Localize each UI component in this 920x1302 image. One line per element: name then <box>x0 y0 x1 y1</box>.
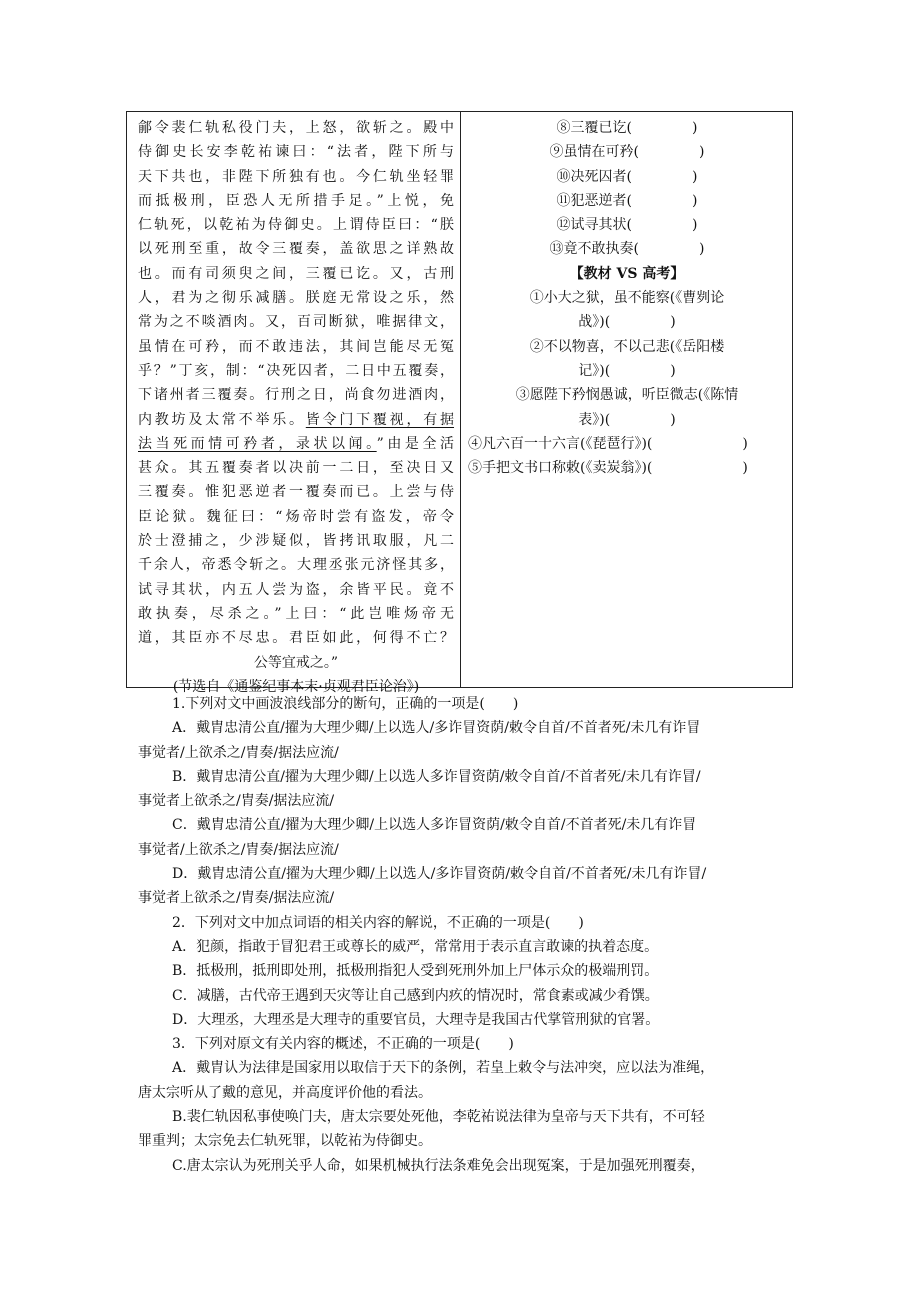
passage-line: 常为之不啖酒肉。又，百司断狱，唯据律文， <box>138 314 454 331</box>
passage-closing: 公等宜戒之。” <box>253 654 339 671</box>
option-1d: D．戴胄忠清公直/擢为大理少卿/上以选人/多诈冒资荫/敕令自首/不首者死/未几有诈冒/ <box>172 866 707 883</box>
vocab-item: ⑫试寻其状( ) <box>556 217 698 234</box>
option-3c: C.唐太宗认为死刑关乎人命，如果机械执行法条难免会出现冤案，于是加强死刑覆奏， <box>172 1157 705 1174</box>
option-2b: B．抵极刑，抵刑即处刑，抵极刑指犯人受到死刑外加上尸体示众的极端刑罚。 <box>172 963 659 980</box>
comparison-item: ①小大之狱，虽不能察(《曹刿论 <box>529 290 725 307</box>
passage-line: 以死刑至重，故令三覆奏，盖欲思之详熟故 <box>138 241 454 258</box>
option-3a-cont: 唐太宗听从了戴的意见，并高度评价他的看法。 <box>138 1084 432 1101</box>
underlined-sentence: 法当死而情可矜者，录状以闻。 <box>138 435 377 452</box>
passage-line: 乎？”丁亥，制：“决死囚者，二日中五覆奏， <box>138 362 454 379</box>
underlined-sentence: 皆令门下覆视，有据 <box>305 411 455 428</box>
passage-line: 也。而有司须臾之间，三覆已讫。又，古刑 <box>138 265 454 282</box>
option-2c: C．减膳，古代帝王遇到天灾等让自己感到内疚的情况时，常食素或减少肴馔。 <box>172 987 659 1004</box>
passage-line: 侍御史长安李乾祐谏曰：“法者，陛下所与 <box>138 144 454 161</box>
option-1a: A．戴胄忠清公直/擢为大理少卿/上以选人/多诈冒资荫/敕令自首/不首者死/未几有诈冒 <box>172 720 701 737</box>
section-heading: 【教材 VS 高考】 <box>569 265 685 282</box>
option-1c: C．戴胄忠清公直/擢为大理少卿/上以选人多诈冒资荫/敕令自首/不首者死/未几有诈冒 <box>172 817 697 834</box>
comparison-item: ③愿陛下矜悯愚诚，听臣微志(《陈情 <box>515 387 739 404</box>
comparison-item-cont: 记》)( ) <box>578 362 676 379</box>
passage-line: 试寻其状，内五人尝为盗，余皆平民。竟不 <box>138 581 454 598</box>
passage-text: 内教坊及太常不举乐。 <box>138 411 306 428</box>
vocab-item: ⑨虽情在可矜( ) <box>549 144 705 161</box>
option-2a: A．犯颜，指敢于冒犯君王或尊长的威严，常常用于表示直言敢谏的执着态度。 <box>172 938 659 955</box>
option-3a: A．戴胄认为法律是国家用以取信于天下的条例，若皇上敕令与法冲突，应以法为准绳， <box>172 1060 715 1077</box>
passage-line: 敢执奏，尽杀之。”上曰：“此岂唯炀帝无 <box>138 605 454 622</box>
passage-line: 下诸州者三覆奏。行刑之日，尚食勿进酒肉， <box>138 387 454 404</box>
option-1a-cont: 事觉者/上欲杀之/胄奏/据法应流/ <box>138 744 339 761</box>
comparison-item: ④凡六百一十六言(《琵琶行》)( ) <box>468 435 748 452</box>
passage-line: 道，其臣亦不尽忠。君臣如此，何得不亡？ <box>138 630 454 647</box>
option-3b: B.裴仁轨因私事使唤门夫，唐太宗要处死他，李乾祐说法律为皇帝与天下共有，不可轻 <box>172 1109 705 1126</box>
option-3b-cont: 罪重判；太宗免去仁轨死罪，以乾祐为侍御史。 <box>138 1133 432 1150</box>
option-1b: B．戴胄忠清公直/擢为大理少卿/上以选人多诈冒资荫/敕令自首/不首者死/未几有诈冒/ <box>172 768 701 785</box>
question-3: 3．下列对原文有关内容的概述，不正确的一项是( ) <box>172 1036 514 1053</box>
vocab-item: ⑧三覆已讫( ) <box>556 120 698 136</box>
passage-line: 人，君为之彻乐减膳。朕庭无常设之乐，然 <box>138 290 454 307</box>
comparison-item-cont: 表》)( ) <box>578 411 676 428</box>
passage-line: 臣论狱。魏征曰：“炀帝时尝有盗发，帝令 <box>138 508 454 525</box>
option-1c-cont: 事觉者/上欲杀之/胄奏/据法应流/ <box>138 841 339 858</box>
comparison-item: ⑤手把文书口称敕(《卖炭翁》)( ) <box>468 460 748 477</box>
comparison-item-cont: 战》)( ) <box>578 314 676 331</box>
passage-line: 而抵极刑，臣恐人无所措手足。”上悦，免 <box>138 192 454 209</box>
option-2d: D．大理丞，大理丞是大理寺的重要官员，大理寺是我国古代掌管刑狱的官署。 <box>172 1011 660 1028</box>
option-1b-cont: 事觉者上欲杀之/胄奏/据法应流/ <box>138 793 335 810</box>
passage-line: 仁轨死，以乾祐为侍御史。上谓侍臣曰：“朕 <box>138 217 454 234</box>
comparison-item: ②不以物喜，不以己悲(《岳阳楼 <box>529 338 725 355</box>
option-1d-cont: 事觉者上欲杀之/胄奏/据法应流/ <box>138 890 335 907</box>
vocab-item: ⑩决死囚者( ) <box>556 168 698 185</box>
passage-line: 千余人，帝悉令斩之。大理丞张元济怪其多， <box>138 557 454 574</box>
passage-line-with-underline <box>138 432 454 456</box>
question-1: 1.下列对文中画波浪线部分的断句，正确的一项是( ) <box>172 696 519 712</box>
passage-source: (节选自《通鉴纪事本末·贞观君臣论治》) <box>172 678 420 695</box>
passage-line: 天下共也，非陛下所独有也。今仁轨坐轻罪 <box>138 168 454 185</box>
passage-line-with-underline <box>138 408 454 432</box>
passage-line: 甚众。其五覆奏者以决前一二日，至决日又 <box>138 460 454 477</box>
passage-line: 鄃令裴仁轨私役门夫，上怒，欲斩之。殿中 <box>138 120 454 136</box>
passage-column <box>138 116 454 699</box>
passage-text: ”由是全活 <box>376 435 454 452</box>
vocab-item: ⑬竟不敢执奏( ) <box>549 241 705 258</box>
vocab-item: ⑪犯恶逆者( ) <box>556 192 698 209</box>
questions-section <box>138 692 788 1178</box>
vocab-column <box>468 116 786 480</box>
passage-line: 虽情在可矜，而不敢违法，其间岂能尽无冤 <box>138 338 454 355</box>
passage-line: 三覆奏。惟犯恶逆者一覆奏而已。上尝与侍 <box>138 484 454 501</box>
column-divider <box>460 111 461 688</box>
passage-line: 於士澄捕之，少涉疑似，皆拷讯取服，凡二 <box>138 533 454 550</box>
question-2: 2．下列对文中加点词语的相关内容的解说，不正确的一项是( ) <box>172 914 584 931</box>
